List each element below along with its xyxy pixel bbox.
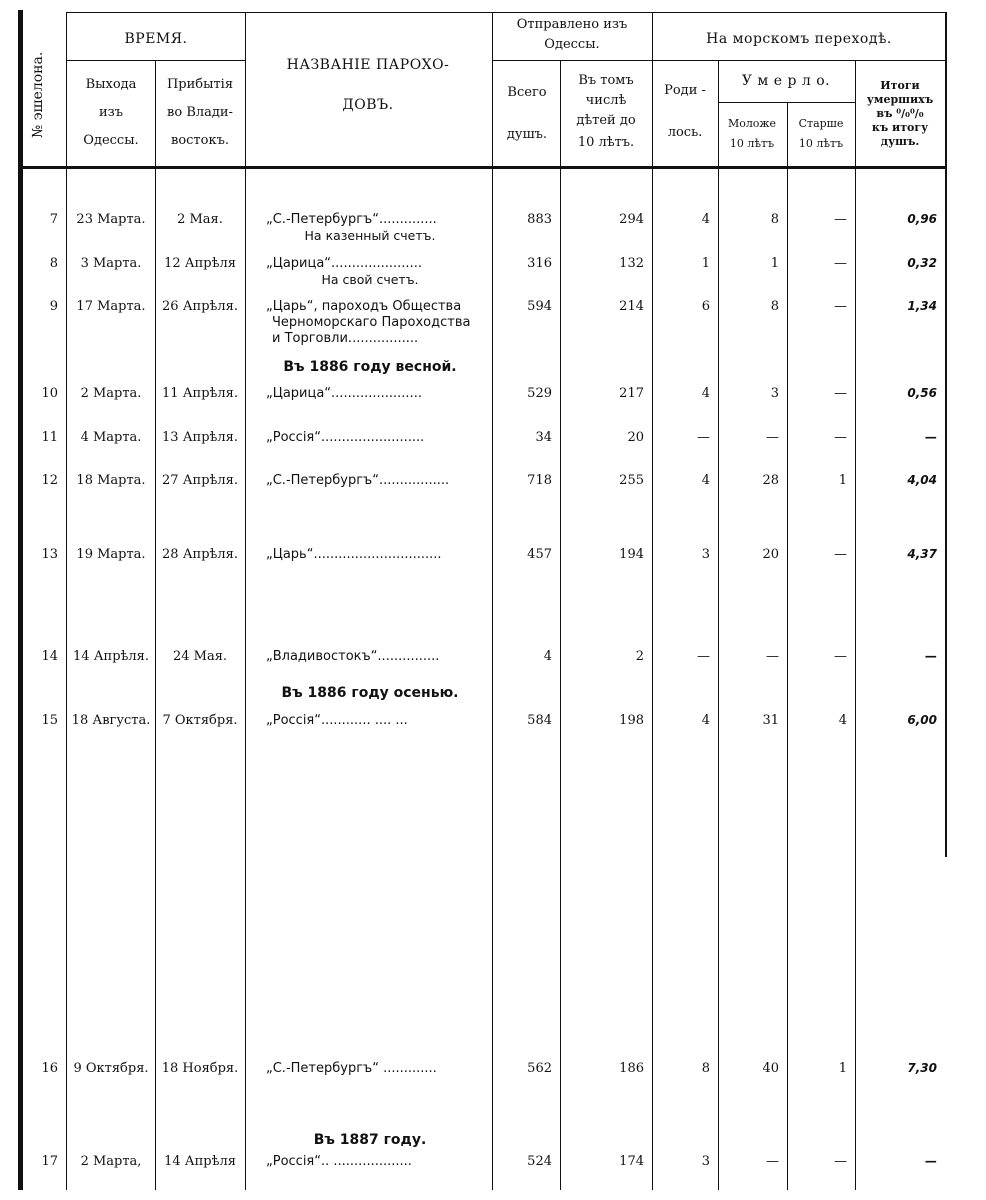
row-10-arr: 11 Апрѣля.: [162, 386, 238, 401]
row-10-no: 10: [41, 386, 58, 401]
row-11-total: 34: [535, 430, 552, 445]
row-14-ship: „Владивостокъ“...............: [266, 649, 440, 664]
ship9-line3: и Торговли.................: [272, 331, 419, 346]
row-14-older: —: [834, 649, 847, 664]
row-8-born: 1: [701, 256, 710, 271]
older-header-l1: Старше: [798, 117, 844, 130]
row-7-dep: 23 Марта.: [76, 212, 146, 227]
row-17-children: 174: [619, 1154, 644, 1169]
row-8-ship: „Царица“......................: [266, 256, 422, 271]
row-15-arr: 7 Октября.: [162, 713, 238, 728]
row-12-children: 255: [619, 473, 644, 488]
row-7-total: 883: [527, 212, 552, 227]
rule-time-group: [66, 60, 246, 61]
row-8-arr: 12 Апрѣля: [164, 256, 236, 271]
row-13-dep: 19 Марта.: [76, 547, 146, 562]
row-9-pct: 1,34: [907, 299, 937, 313]
row-16-born: 8: [701, 1061, 710, 1076]
rule-col-younger: [787, 102, 788, 1190]
arrival-header-l3: востокъ.: [171, 133, 229, 148]
row-16-ship: „С.-Петербургъ“ .............: [266, 1061, 437, 1076]
row-17-no: 17: [41, 1154, 58, 1169]
children-header-l1: Въ томъ: [578, 73, 634, 88]
row-12-total: 718: [527, 473, 552, 488]
row-14-born: —: [697, 649, 710, 664]
departure-header-l1: Выхода: [85, 77, 137, 92]
ship-name-header-l1: НАЗВАНІЕ ПАРОХО-: [286, 57, 450, 73]
row-10-pct: 0,56: [907, 386, 937, 400]
arrival-header-l2: во Влади-: [167, 105, 233, 120]
section-autumn-1886: Въ 1886 году осенью.: [281, 685, 459, 701]
row-13-no: 13: [41, 547, 58, 562]
row-9-born: 6: [701, 299, 710, 314]
children-header-l2: числѣ: [585, 93, 627, 108]
row-13-born: 3: [701, 547, 710, 562]
row-16-younger: 40: [762, 1061, 779, 1076]
row-8-dep: 3 Марта.: [80, 256, 142, 271]
row-7-children: 294: [619, 212, 644, 227]
pct-header-l1: Итоги: [880, 79, 920, 92]
rule-col-arr: [245, 12, 246, 1190]
border-left: [18, 10, 23, 1190]
rule-sea-group: [652, 60, 946, 61]
row-12-dep: 18 Марта.: [76, 473, 146, 488]
sent-group-header-l2: Одессы.: [544, 37, 600, 52]
row-7-older: —: [834, 212, 847, 227]
pct-header-l3: въ ⁰/₀⁰/₀: [876, 107, 924, 120]
row-16-arr: 18 Ноября.: [161, 1061, 239, 1076]
section-spring-1886: Въ 1886 году весной.: [283, 359, 457, 375]
row-7-younger: 8: [770, 212, 779, 227]
row-15-children: 198: [619, 713, 644, 728]
row-7-arr: 2 Мая.: [177, 212, 223, 227]
row-10-children: 217: [619, 386, 644, 401]
row-15-total: 584: [527, 713, 552, 728]
row-17-dep: 2 Марта,: [80, 1154, 142, 1169]
row-11-dep: 4 Марта.: [80, 430, 142, 445]
row-15-dep: 18 Августа.: [71, 713, 151, 728]
row-15-older: 4: [838, 713, 847, 728]
ship9-line2: Черноморскаго Пароходства: [272, 315, 471, 330]
row-13-arr: 28 Апрѣля.: [162, 547, 238, 562]
pct-header-l4: къ итогу: [871, 121, 929, 134]
row-14-younger: —: [766, 649, 779, 664]
section-1887: Въ 1887 году.: [313, 1132, 427, 1148]
note-kazenny: На казенный счетъ.: [304, 228, 436, 243]
row-14-pct: —: [925, 649, 937, 663]
rule-col-ship: [492, 12, 493, 1190]
row-11-pct: —: [925, 430, 937, 444]
row-17-total: 524: [527, 1154, 552, 1169]
row-8-pct: 0,32: [907, 256, 937, 270]
row-11-ship: „Россія“.........................: [266, 430, 425, 445]
row-14-total: 4: [543, 649, 552, 664]
total-header-l2: душъ.: [506, 127, 548, 142]
row-17-born: 3: [701, 1154, 710, 1169]
pct-header-l5: душъ.: [880, 135, 920, 148]
row-13-ship: „Царь“...............................: [266, 547, 442, 562]
row-12-no: 12: [41, 473, 58, 488]
border-right: [945, 12, 947, 857]
row-12-older: 1: [838, 473, 847, 488]
row-10-total: 529: [527, 386, 552, 401]
row-9-younger: 8: [770, 299, 779, 314]
row-8-younger: 1: [770, 256, 779, 271]
row-13-older: —: [834, 547, 847, 562]
row-14-no: 14: [41, 649, 58, 664]
row-11-children: 20: [627, 430, 644, 445]
row-14-arr: 24 Мая.: [172, 649, 228, 664]
row-10-older: —: [834, 386, 847, 401]
children-header-l3: дѣтей до: [576, 113, 636, 128]
time-group-header: ВРЕМЯ.: [124, 31, 188, 47]
born-header-l1: Роди -: [664, 83, 706, 98]
died-group-header: У м е р л о.: [741, 73, 831, 89]
row-9-children: 214: [619, 299, 644, 314]
row-12-pct: 4,04: [907, 473, 937, 487]
arrival-header-l1: Прибытія: [166, 77, 234, 92]
row-16-pct: 7,30: [907, 1061, 937, 1075]
row-12-born: 4: [701, 473, 710, 488]
sea-group-header: На морскомъ переходѣ.: [706, 31, 892, 47]
row-14-children: 2: [635, 649, 644, 664]
sent-group-header-l1: Отправлено изъ: [516, 17, 628, 32]
col-no-header: № эшелона.: [30, 51, 46, 138]
row-8-children: 132: [619, 256, 644, 271]
row-10-ship: „Царица“......................: [266, 386, 422, 401]
older-header-l2: 10 лѣтъ: [798, 137, 844, 150]
row-9-older: —: [834, 299, 847, 314]
rule-col-no: [66, 12, 67, 1190]
row-10-younger: 3: [770, 386, 779, 401]
row-11-arr: 13 Апрѣля.: [162, 430, 238, 445]
row-7-ship: „С.-Петербургъ“..............: [266, 212, 437, 227]
pct-header-l2: умершихъ: [866, 93, 934, 106]
rule-col-born: [718, 60, 719, 1190]
row-7-pct: 0,96: [907, 212, 937, 226]
row-12-younger: 28: [762, 473, 779, 488]
row-16-dep: 9 Октября.: [73, 1061, 149, 1076]
note-svoy: На свой счетъ.: [321, 272, 419, 287]
row-7-no: 7: [49, 212, 58, 227]
row-10-dep: 2 Марта.: [80, 386, 142, 401]
rule-sent-group: [492, 60, 652, 61]
ship-name-header-l2: ДОВЪ.: [342, 97, 394, 113]
departure-header-l2: изъ: [98, 105, 124, 120]
younger-header-l1: Моложе: [727, 117, 777, 130]
rule-col-total: [560, 60, 561, 1190]
row-16-no: 16: [41, 1061, 58, 1076]
rule-col-children: [652, 12, 653, 1190]
row-14-dep: 14 Апрѣля.: [73, 649, 149, 664]
row-13-total: 457: [527, 547, 552, 562]
row-17-arr: 14 Апрѣля: [164, 1154, 236, 1169]
row-11-no: 11: [41, 430, 58, 445]
row-12-ship: „С.-Петербургъ“.................: [266, 473, 450, 488]
row-15-no: 15: [41, 713, 58, 728]
rule-header-bottom: [18, 166, 946, 169]
row-17-older: —: [834, 1154, 847, 1169]
born-header-l2: лось.: [667, 125, 703, 140]
row-15-pct: 6,00: [907, 713, 937, 727]
row-9-total: 594: [527, 299, 552, 314]
row-8-older: —: [834, 256, 847, 271]
row-8-total: 316: [527, 256, 552, 271]
row-7-born: 4: [701, 212, 710, 227]
rule-died-group: [718, 102, 855, 103]
row-11-older: —: [834, 430, 847, 445]
row-13-children: 194: [619, 547, 644, 562]
row-11-born: —: [697, 430, 710, 445]
row-17-pct: —: [925, 1154, 937, 1168]
row-11-younger: —: [766, 430, 779, 445]
row-9-ship: „Царь“, пароходъ Общества: [266, 299, 462, 314]
row-15-younger: 31: [762, 713, 779, 728]
row-9-no: 9: [49, 299, 58, 314]
rule-col-dep: [155, 60, 156, 1190]
rule-top: [66, 12, 946, 13]
children-header-l4: 10 лѣтъ.: [577, 135, 635, 150]
total-header-l1: Всего: [507, 85, 547, 100]
row-10-born: 4: [701, 386, 710, 401]
departure-header-l3: Одессы.: [83, 133, 139, 148]
row-9-dep: 17 Марта.: [76, 299, 146, 314]
rule-col-older: [855, 60, 856, 1190]
row-17-ship: „Россія“.. ...................: [266, 1154, 412, 1169]
row-13-pct: 4,37: [907, 547, 937, 561]
row-17-younger: —: [766, 1154, 779, 1169]
row-16-total: 562: [527, 1061, 552, 1076]
row-16-older: 1: [838, 1061, 847, 1076]
row-15-born: 4: [701, 713, 710, 728]
row-8-no: 8: [49, 256, 58, 271]
row-13-younger: 20: [762, 547, 779, 562]
row-9-arr: 26 Апрѣля.: [162, 299, 238, 314]
row-12-arr: 27 Апрѣля.: [162, 473, 238, 488]
younger-header-l2: 10 лѣтъ: [729, 137, 775, 150]
row-15-ship: „Россія“............ .... ...: [266, 713, 408, 728]
row-16-children: 186: [619, 1061, 644, 1076]
